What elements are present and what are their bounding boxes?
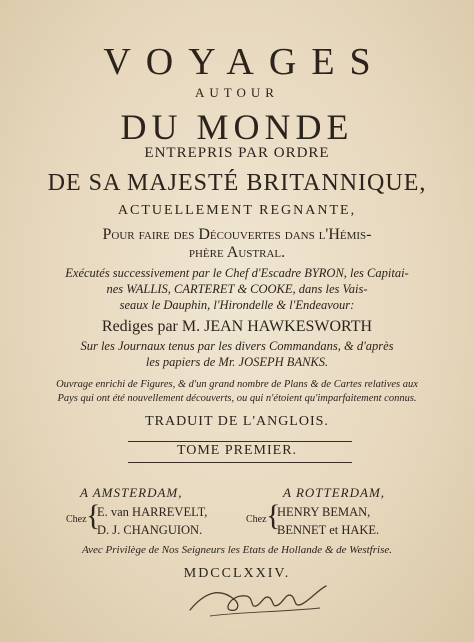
title-voyages: VOYAGES — [103, 41, 386, 83]
divider-top — [128, 441, 352, 442]
sources-line-1: Sur les Journaux tenus par les divers Commandans, & d'après — [80, 339, 394, 353]
brace-icon: { — [86, 499, 101, 532]
privilege-line: Avec Privilège de Nos Seigneurs les Etats de Hollande & de Westfrise. — [82, 544, 392, 556]
illustrations-line-2: Pays qui ont été nouvellement découverts, ou qui n'étoient qu'imparfaitement connus. — [57, 393, 417, 404]
title-autour: AUTOUR — [195, 85, 279, 100]
subtitle-majeste: DE SA MAJESTÉ BRITANNIQUE, — [47, 170, 427, 196]
commanders-line-2: nes WALLIS, CARTERET & COOKE, dans les Vais- — [106, 282, 368, 296]
publication-date: MDCCLXXIV. — [183, 566, 291, 581]
volume-label: TOME PREMIER. — [176, 443, 298, 458]
title-du-monde: DU MONDE — [120, 107, 354, 147]
sources-line-2: les papiers de Mr. JOSEPH BANKS. — [145, 355, 329, 369]
author-line: Rediges par M. JEAN HAWKESWORTH — [101, 318, 373, 335]
commanders-line-1: Exécutés successivement par le Chef d'Escadre BYRON, les Capitai- — [65, 266, 409, 280]
signature-icon — [180, 572, 330, 622]
chez-label: Chez — [246, 514, 267, 525]
publisher-changuion: D. J. CHANGUION. — [97, 523, 203, 537]
imprint-rotterdam: A ROTTERDAM, — [283, 485, 386, 500]
publisher-beman: HENRY BEMAN, — [277, 505, 371, 519]
publisher-harrevelt: E. van HARREVELT, — [97, 505, 208, 519]
divider-bottom — [128, 462, 352, 463]
publisher-bennet-hake: BENNET et HAKE. — [277, 523, 380, 537]
purpose-line-2: phère Austral. — [188, 244, 286, 261]
subtitle-entrepris: ENTREPRIS PAR ORDRE — [144, 145, 330, 161]
imprint-amsterdam: A AMSTERDAM, — [80, 485, 183, 500]
chez-label: Chez — [66, 514, 87, 525]
translated-line: TRADUIT DE L'ANGLOIS. — [145, 414, 329, 429]
commanders-line-3: seaux le Dauphin, l'Hirondelle & l'Endeavour: — [119, 298, 355, 312]
subtitle-actuellement: ACTUELLEMENT REGNANTE, — [117, 203, 357, 218]
purpose-line-1: Pour faire des Découvertes dans l'Hémis- — [102, 226, 372, 243]
brace-icon: { — [266, 499, 281, 532]
illustrations-line-1: Ouvrage enrichi de Figures, & d'un grand nombre de Plans & de Cartes relatives aux — [56, 379, 418, 390]
